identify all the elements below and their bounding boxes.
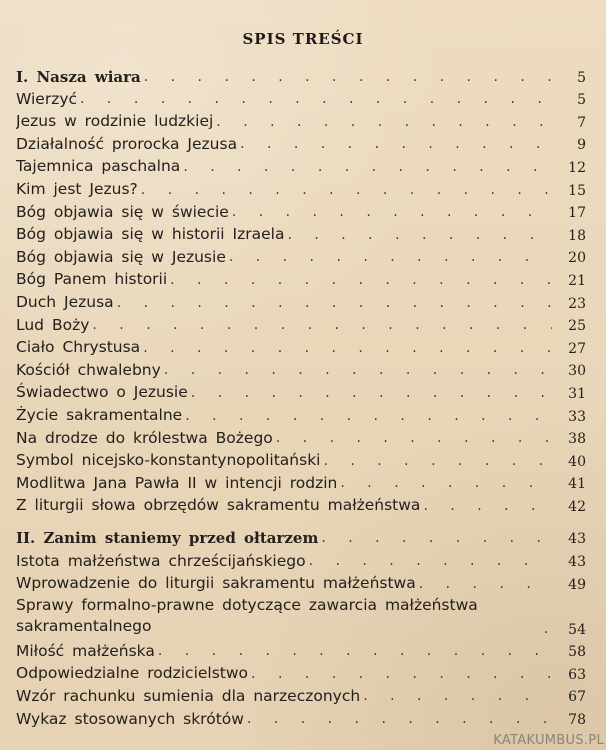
toc-entry-label: Symbol nicejsko-konstantynopolitański [16, 451, 321, 469]
toc-entry-label: Na drodze do królestwa Bożego [16, 428, 273, 447]
toc-entry [16, 401, 586, 424]
dot-leader [419, 577, 552, 592]
toc-entry [16, 569, 586, 592]
toc-entry [16, 85, 586, 108]
toc-entry-page: 7 [577, 114, 586, 130]
toc-entry-page: 78 [568, 712, 586, 728]
toc-entry [16, 198, 586, 221]
dot-leader [363, 689, 552, 704]
toc-entry-label: Życie sakramentalne [16, 406, 183, 424]
toc-entry-page: 18 [568, 227, 586, 243]
dot-leader [117, 296, 552, 311]
toc-entry-page: 12 [568, 159, 586, 175]
dot-leader [143, 341, 552, 356]
toc-entry [16, 659, 586, 682]
toc-entry [16, 333, 586, 356]
toc-entry [16, 243, 586, 266]
dot-leader [287, 228, 552, 243]
toc-entry [16, 311, 586, 334]
dot-leader [158, 644, 552, 659]
dot-leader [340, 476, 552, 491]
toc-entry-label: Wykaz stosowanych skrótów [16, 709, 244, 728]
dot-leader [216, 115, 552, 130]
toc-entry-label: Tajemnica paschalna [16, 157, 181, 175]
toc-entry-page: 20 [568, 250, 586, 266]
toc-entry-page: 25 [568, 318, 586, 334]
page-title: SPIS TREŚCI [242, 30, 364, 48]
toc-entry-label: Ciało Chrystusa [16, 338, 141, 356]
toc-entry [16, 524, 586, 547]
toc-entry-label: Kościół chwalebny [16, 360, 161, 379]
toc-entry-page: 33 [568, 408, 586, 424]
dot-leader [141, 183, 552, 198]
toc-entry [16, 378, 586, 401]
toc-entry-page: 31 [568, 385, 586, 401]
toc-entry-label: Bóg objawia się w świecie [16, 202, 229, 221]
toc-entry-page: 5 [577, 69, 586, 85]
toc-entry-label: Bóg objawia się w historii Izraela [16, 225, 285, 243]
toc-entry [16, 356, 586, 379]
dot-leader [321, 531, 552, 546]
toc-entry-label: Wierzyć [16, 89, 78, 108]
toc-entry-label: Bóg objawia się w Jezusie [16, 247, 226, 266]
toc-entry [16, 491, 586, 514]
toc-entry [16, 265, 586, 288]
dot-leader [240, 137, 552, 152]
toc-entry-page: 49 [568, 576, 586, 592]
dot-leader [92, 318, 552, 333]
toc-entry-label: Modlitwa Jana Pawła II w intencji rodzin [16, 473, 338, 492]
toc-entry [16, 130, 586, 153]
toc-entry [16, 62, 586, 85]
toc-entry [16, 704, 586, 727]
toc-entry-label: Wprowadzenie do liturgii sakramentu małżeństwa [16, 574, 416, 592]
toc-entry [16, 424, 586, 447]
toc-entry [16, 637, 586, 660]
toc-entry-label: Istota małżeństwa chrześcijańskiego [16, 551, 306, 570]
toc-entry-label: Wzór rachunku sumienia dla narzeczonych [16, 686, 361, 705]
dot-leader [229, 250, 552, 265]
toc-entry [16, 469, 586, 492]
toc-entry-page: 5 [577, 92, 586, 108]
toc-entry-label: I. Nasza wiara [16, 67, 141, 85]
dot-leader [309, 554, 552, 569]
toc-entry-page: 41 [568, 476, 586, 492]
toc-entry-page: 43 [568, 531, 586, 547]
toc-entry-label: Sprawy formalno-prawne dotyczące zawarcia małżeństwa sakramentalnego [16, 595, 478, 635]
toc-entry [16, 592, 586, 637]
toc-entry [16, 682, 586, 705]
dot-leader [323, 454, 552, 469]
toc-entry-page: 63 [568, 666, 586, 682]
dot-leader [183, 160, 552, 175]
toc-entry-page: 54 [568, 621, 586, 637]
toc-entry-label: II. Zanim staniemy przed ołtarzem [16, 529, 319, 547]
toc-entry-page: 42 [568, 498, 586, 514]
dot-leader [232, 205, 552, 220]
toc-entry-page: 27 [568, 340, 586, 356]
toc-entry [16, 446, 586, 469]
toc-entry-label: Odpowiedzialne rodzicielstwo [16, 664, 249, 682]
toc-entry-page: 58 [568, 644, 586, 660]
dot-leader [247, 712, 552, 727]
dot-leader [185, 409, 552, 424]
toc-entry-label: Duch Jezusa [16, 293, 114, 311]
dot-leader [164, 363, 552, 378]
toc-entry-label: Miłość małżeńska [16, 641, 155, 660]
toc-entry-page: 23 [568, 295, 586, 311]
toc-entry-page: 21 [568, 272, 586, 288]
toc-entry [16, 107, 586, 130]
table-of-contents [16, 62, 586, 727]
dot-leader [544, 622, 552, 637]
toc-entry-label: Z liturgii słowa obrzędów sakramentu małżeństwa [16, 496, 421, 514]
toc-entry-page: 15 [568, 182, 586, 198]
dot-leader [423, 499, 552, 514]
toc-entry-page: 30 [568, 363, 586, 379]
toc-entry [16, 152, 586, 175]
toc-entry-label: Bóg Panem historii [16, 270, 168, 288]
toc-entry-label: Działalność prorocka Jezusa [16, 134, 238, 153]
toc-entry-page: 38 [568, 431, 586, 447]
toc-entry-label: Lud Boży [16, 315, 90, 334]
toc-entry-label: Jezus w rodzinie ludzkiej [16, 112, 214, 130]
toc-entry [16, 175, 586, 198]
dot-leader [251, 667, 552, 682]
toc-entry [16, 220, 586, 243]
toc-entry-label: Świadectwo o Jezusie [16, 383, 188, 401]
toc-entry [16, 288, 586, 311]
toc-entry-page: 9 [577, 137, 586, 153]
toc-entry-page: 17 [568, 205, 586, 221]
toc-entry-label: Kim jest Jezus? [16, 180, 138, 198]
dot-leader [144, 70, 552, 85]
watermark: KATAKUMBUS.PL [493, 733, 604, 748]
toc-entry-page: 67 [568, 689, 586, 705]
dot-leader [80, 92, 552, 107]
toc-entry-page: 43 [568, 554, 586, 570]
toc-entry [16, 546, 586, 569]
dot-leader [170, 273, 552, 288]
toc-entry-page: 40 [568, 453, 586, 469]
dot-leader [191, 386, 552, 401]
dot-leader [276, 431, 552, 446]
